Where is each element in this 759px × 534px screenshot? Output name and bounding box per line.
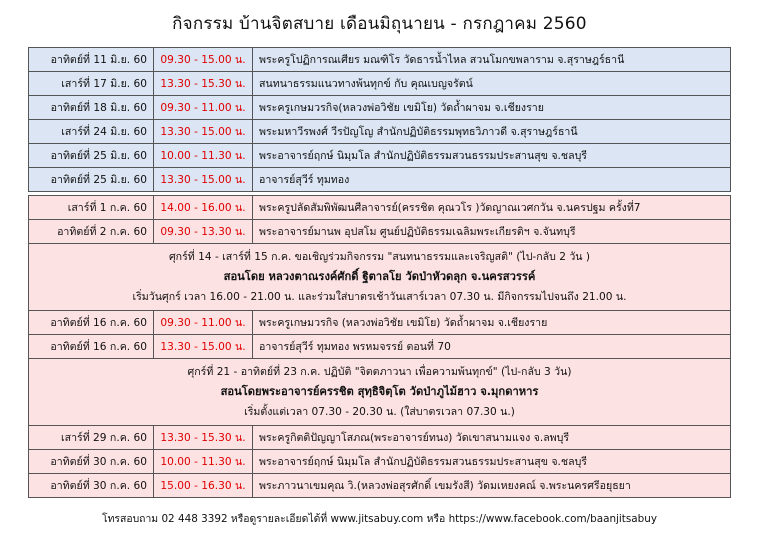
row-description: พระครูเกษมวรกิจ (หลวงพ่อวิชัย เขมิโย) วัดถ้ำผาจม จ.เชียงราย [253, 311, 731, 335]
june-schedule-table [28, 47, 731, 192]
row-description: อาจารย์สุวีร์ ทุมทอง พรหมจรรย์ ตอนที่ 70 [253, 335, 731, 359]
special-event-row [29, 359, 731, 426]
table-row [29, 474, 731, 498]
special-event-schedule: เริ่มตั้งแต่เวลา 07.30 - 20.30 น. (ใส่บาตรเวลา 07.30 น.) [244, 406, 515, 418]
row-date: อาทิตย์ที่ 16 ก.ค. 60 [29, 335, 154, 359]
table-row [29, 144, 731, 168]
table-row [29, 48, 731, 72]
row-description: พระอาจารย์มานพ อุปสโม ศูนย์ปฏิบัติธรรมเฉลิมพระเกียรติฯ จ.จันทบุรี [253, 220, 731, 244]
special-event-teacher: สอนโดยพระอาจารย์ครรชิต สุทฺธิจิตฺโต วัดป่าภูไม้ฮาว จ.มุกดาหาร [220, 385, 539, 398]
special-event-heading: ศุกร์ที่ 21 - อาทิตย์ที่ 23 ก.ค. ปฏิบัติ "จิตตภาวนา เพื่อความพ้นทุกข์" (ไป-กลับ 3 วัน) [187, 366, 572, 378]
row-time: 10.00 - 11.30 น. [154, 450, 253, 474]
special-event-cell [29, 244, 731, 311]
row-time: 09.30 - 15.00 น. [154, 48, 253, 72]
table-row [29, 196, 731, 220]
row-date: อาทิตย์ที่ 18 มิ.ย. 60 [29, 96, 154, 120]
table-row [29, 450, 731, 474]
table-row [29, 311, 731, 335]
special-event-schedule: เริ่มวันศุกร์ เวลา 16.00 - 21.00 น. และร่วมใส่บาตรเช้าวันเสาร์เวลา 07.30 น. มีกิจกรรมไปจนถึง 21.00 น. [132, 291, 627, 303]
special-event-cell [29, 359, 731, 426]
row-description: พระครูกิตติปัญญาโสภณ(พระอาจารย์ทนง) วัดเขาสนามแจง จ.ลพบุรี [253, 426, 731, 450]
row-description: อาจารย์สุวีร์ ทุมทอง [253, 168, 731, 192]
row-date: อาทิตย์ที่ 30 ก.ค. 60 [29, 474, 154, 498]
row-description: พระครูเกษมวรกิจ(หลวงพ่อวิชัย เขมิโย) วัดถ้ำผาจม จ.เชียงราย [253, 96, 731, 120]
special-event-teacher: สอนโดย หลวงตาณรงค์ศักดิ์ ฐิตาลโย วัดป่าหัวดลุก จ.นครสวรรค์ [223, 270, 536, 283]
row-time: 13.30 - 15.00 น. [154, 120, 253, 144]
row-time: 15.00 - 16.30 น. [154, 474, 253, 498]
row-time: 09.30 - 11.00 น. [154, 311, 253, 335]
row-time: 13.30 - 15.30 น. [154, 72, 253, 96]
contact-footer: โทรสอบถาม 02 448 3392 หรือดูรายละเอียดได้ที่ www.jitsabuy.com หรือ https://www.facebook.com/baanjitsabuy [101, 513, 657, 525]
table-row [29, 96, 731, 120]
july-schedule-table [28, 195, 731, 498]
table-row [29, 72, 731, 96]
row-time: 13.30 - 15.00 น. [154, 335, 253, 359]
row-time: 10.00 - 11.30 น. [154, 144, 253, 168]
table-row [29, 220, 731, 244]
row-date: อาทิตย์ที่ 2 ก.ค. 60 [29, 220, 154, 244]
row-date: เสาร์ที่ 1 ก.ค. 60 [29, 196, 154, 220]
row-date: เสาร์ที่ 24 มิ.ย. 60 [29, 120, 154, 144]
table-row [29, 335, 731, 359]
table-row [29, 120, 731, 144]
row-date: อาทิตย์ที่ 25 มิ.ย. 60 [29, 168, 154, 192]
row-date: อาทิตย์ที่ 11 มิ.ย. 60 [29, 48, 154, 72]
table-row [29, 426, 731, 450]
row-time: 09.30 - 11.00 น. [154, 96, 253, 120]
row-time: 13.30 - 15.00 น. [154, 168, 253, 192]
row-date: เสาร์ที่ 29 ก.ค. 60 [29, 426, 154, 450]
row-date: อาทิตย์ที่ 30 ก.ค. 60 [29, 450, 154, 474]
row-description: พระครูโปฏิการณเศียร มณฑิโร วัดธารน้ำไหล สวนโมกขพลาราม จ.สุราษฎร์ธานี [253, 48, 731, 72]
row-date: อาทิตย์ที่ 25 มิ.ย. 60 [29, 144, 154, 168]
row-time: 09.30 - 13.30 น. [154, 220, 253, 244]
row-description: พระภาวนาเขมคุณ วิ.(หลวงพ่อสุรศักดิ์ เขมรังสี) วัดมเหยงคณ์ จ.พระนครศรีอยุธยา [253, 474, 731, 498]
row-description: พระอาจารย์ฤกษ์ นิมฺมโล สำนักปฏิบัติธรรมสวนธรรมประสานสุข จ.ชลบุรี [253, 144, 731, 168]
row-date: เสาร์ที่ 17 มิ.ย. 60 [29, 72, 154, 96]
row-time: 14.00 - 16.00 น. [154, 196, 253, 220]
page-title: กิจกรรม บ้านจิตสบาย เดือนมิถุนายน - กรกฎาคม 2560 [172, 14, 587, 34]
special-event-heading: ศุกร์ที่ 14 - เสาร์ที่ 15 ก.ค. ขอเชิญร่วมกิจกรรม "สนทนาธรรมและเจริญสติ" (ไป-กลับ 2 วัน ) [168, 251, 591, 263]
special-event-row [29, 244, 731, 311]
table-row [29, 168, 731, 192]
row-description: พระมหาวีรพงศ์ วีรปัญโญ สำนักปฏิบัติธรรมพุทธวิภาวดี จ.สุราษฎร์ธานี [253, 120, 731, 144]
row-description: สนทนาธรรมแนวทางพ้นทุกข์ กับ คุณเบญจรัตน์ [253, 72, 731, 96]
row-date: อาทิตย์ที่ 16 ก.ค. 60 [29, 311, 154, 335]
row-description: พระครูปลัดสัมพิพัฒนศีลาจารย์(ครรชิต คุณวโร )วัดญาณเวศกวัน จ.นครปฐม ครั้งที่7 [253, 196, 731, 220]
row-description: พระอาจารย์ฤกษ์ นิมฺมโล สำนักปฏิบัติธรรมสวนธรรมประสานสุข จ.ชลบุรี [253, 450, 731, 474]
row-time: 13.30 - 15.30 น. [154, 426, 253, 450]
